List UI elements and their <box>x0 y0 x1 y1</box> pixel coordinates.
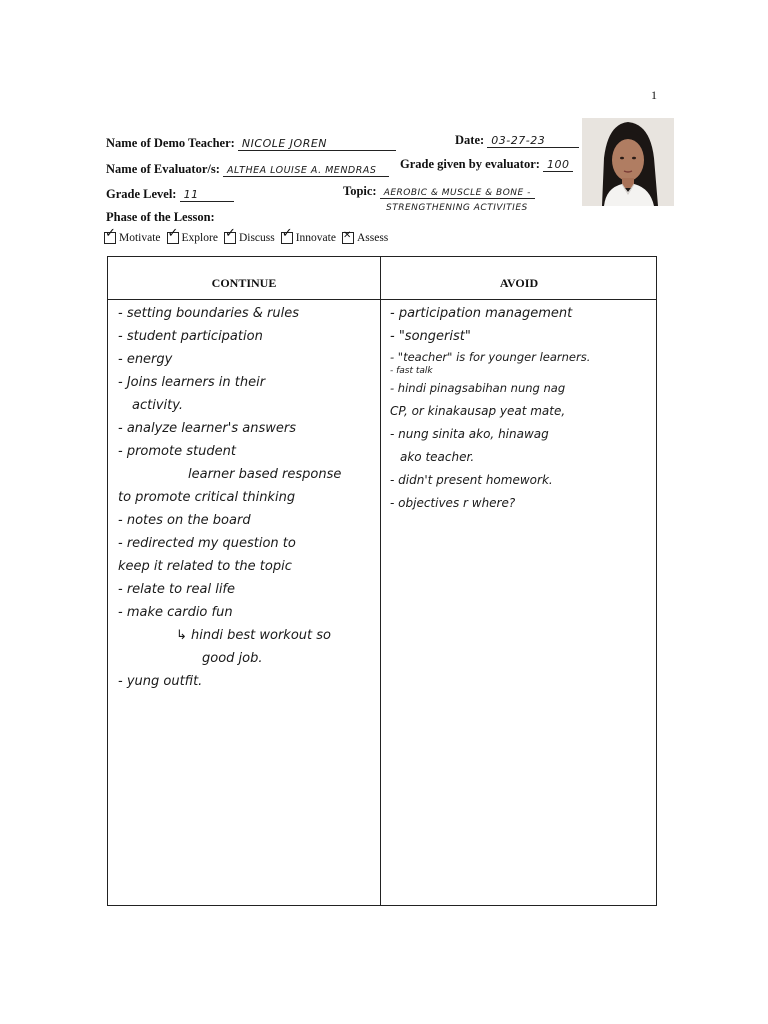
continue-header: CONTINUE <box>211 276 277 290</box>
list-item: - make cardio fun <box>118 605 233 620</box>
topic-label: Topic: <box>343 184 377 198</box>
list-item: - yung outfit. <box>118 674 203 689</box>
assess-checkbox[interactable] <box>342 232 354 244</box>
date-label: Date: <box>455 133 485 147</box>
evaluator-row <box>106 162 389 177</box>
topic-value-line2: STRENGTHENING ACTIVITIES <box>386 203 528 213</box>
phase-label: Phase of the Lesson: <box>106 210 215 224</box>
list-item: - nung sinita ako, hinawag <box>390 427 549 441</box>
grade-level-row <box>106 187 234 202</box>
grade-given-label: Grade given by evaluator: <box>400 157 540 171</box>
topic-row <box>343 184 535 199</box>
phase-innovate-label: Innovate <box>295 232 336 244</box>
phase-discuss[interactable] <box>224 232 275 244</box>
list-item: - analyze learner's answers <box>118 421 296 436</box>
header-divider <box>108 299 656 300</box>
grade-level-label: Grade Level: <box>106 187 177 201</box>
demo-teacher-row <box>106 136 396 151</box>
avoid-list <box>390 303 652 515</box>
phase-explore-label: Explore <box>181 232 218 244</box>
phase-checklist <box>104 232 388 244</box>
list-item: - hindi pinagsabihan nung nag <box>390 381 566 395</box>
phase-explore[interactable] <box>167 232 218 244</box>
teacher-photo <box>582 118 674 206</box>
list-item: - objectives r where? <box>390 496 516 510</box>
demo-teacher-value: NICOLE JOREN <box>238 137 396 151</box>
phase-motivate-label: Motivate <box>119 232 161 244</box>
phase-discuss-label: Discuss <box>238 232 275 244</box>
demo-teacher-label: Name of Demo Teacher: <box>106 136 235 150</box>
list-item: learner based response <box>188 467 342 482</box>
list-item: to promote critical thinking <box>118 490 296 505</box>
column-divider <box>380 257 381 905</box>
list-item: - Joins learners in their <box>118 375 266 390</box>
evaluator-label: Name of Evaluator/s: <box>106 162 220 176</box>
feedback-table <box>107 256 657 906</box>
topic-row-2 <box>386 199 528 214</box>
phase-motivate[interactable] <box>104 232 161 244</box>
list-item: - "songerist" <box>390 329 471 344</box>
grade-given-value: 100 <box>543 158 573 172</box>
list-item: ↳ hindi best workout so <box>176 628 331 643</box>
innovate-checkbox[interactable] <box>281 232 293 244</box>
topic-value-line1: AEROBIC & MUSCLE & BONE - <box>380 188 535 199</box>
phase-assess[interactable] <box>342 232 388 244</box>
date-row <box>455 133 579 148</box>
motivate-checkbox[interactable] <box>104 232 116 244</box>
grade-level-value: 11 <box>180 188 234 202</box>
grade-given-row <box>400 157 573 172</box>
phase-innovate[interactable] <box>281 232 336 244</box>
continue-list <box>118 303 376 694</box>
list-item: - fast talk <box>390 366 433 376</box>
date-value: 03-27-23 <box>487 134 579 148</box>
avoid-header: AVOID <box>499 276 539 290</box>
list-item: - setting boundaries & rules <box>118 306 300 321</box>
list-item: good job. <box>202 651 263 666</box>
phase-assess-label: Assess <box>356 232 389 244</box>
list-item: - energy <box>118 352 173 367</box>
evaluator-value: ALTHEA LOUISE A. MENDRAS <box>223 165 389 177</box>
list-item: - participation management <box>390 306 573 321</box>
list-item: - promote student <box>118 444 236 459</box>
list-item: keep it related to the topic <box>118 559 292 574</box>
discuss-checkbox[interactable] <box>224 232 236 244</box>
list-item: CP, or kinakausap yeat mate, <box>390 404 566 418</box>
list-item: - notes on the board <box>118 513 251 528</box>
list-item: - relate to real life <box>118 582 236 597</box>
list-item: - student participation <box>118 329 263 344</box>
list-item: ako teacher. <box>400 450 475 464</box>
list-item: - didn't present homework. <box>390 473 553 487</box>
explore-checkbox[interactable] <box>167 232 179 244</box>
page-number: 1 <box>651 88 657 102</box>
list-item: - "teacher" is for younger learners. <box>390 350 591 364</box>
list-item: activity. <box>132 398 184 413</box>
list-item: - redirected my question to <box>118 536 296 551</box>
